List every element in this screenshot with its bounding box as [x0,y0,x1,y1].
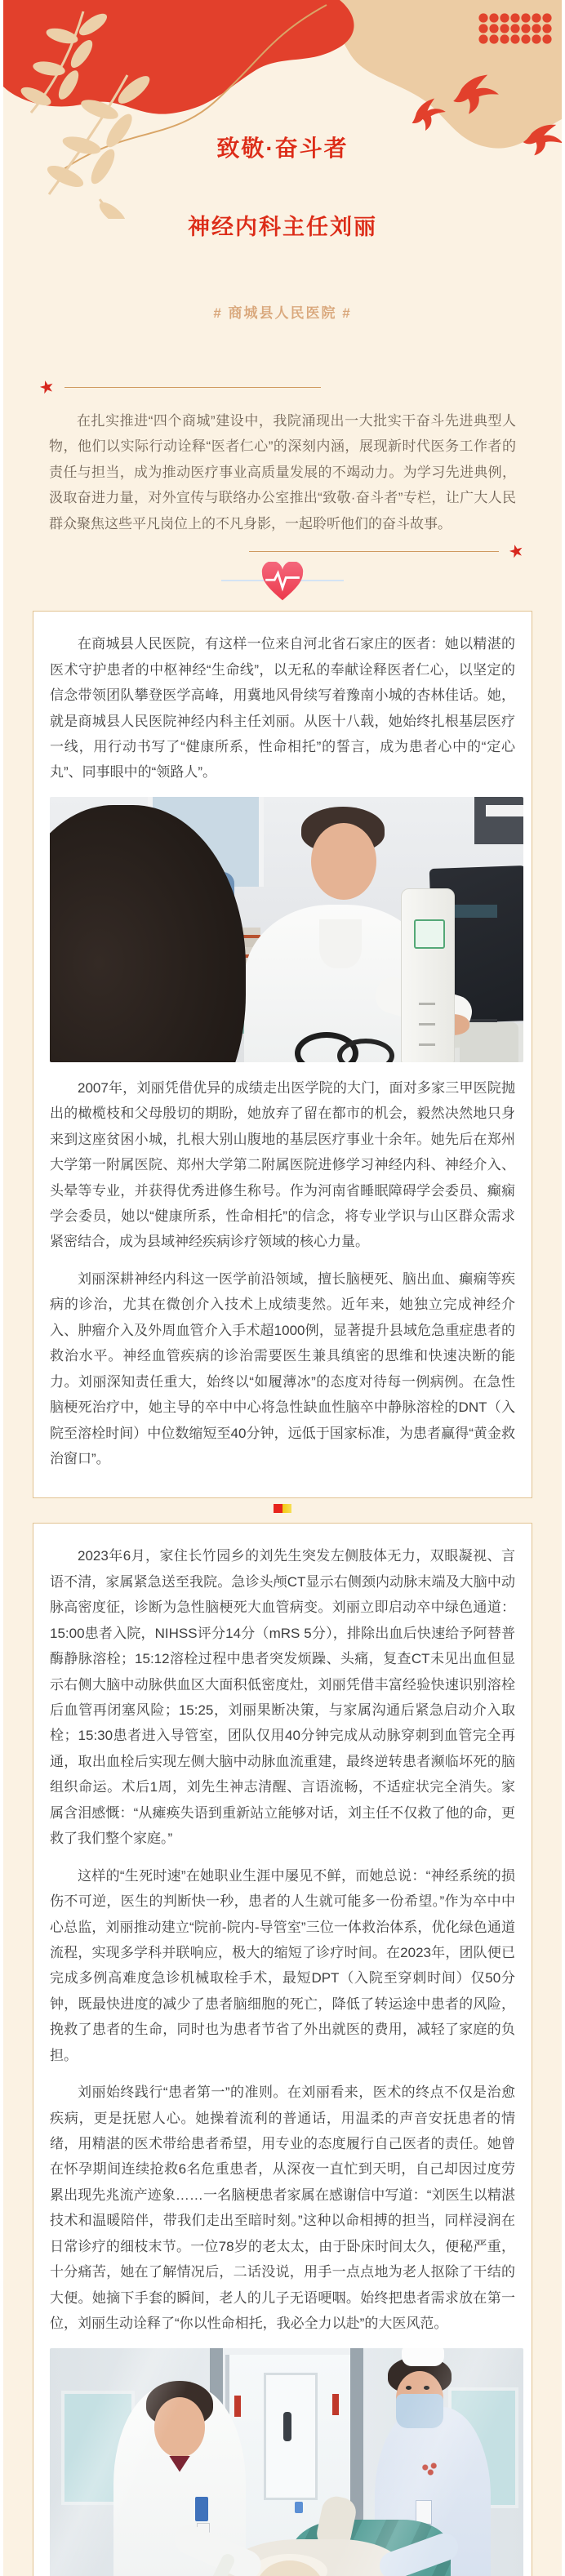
article-paragraph: 刘丽深耕神经内科这一医学前沿领域，擅长脑梗死、脑出血、癫痫等疾病的诊治，尤其在微创介入技术上成绩斐然。近年来，她独立完成神经介入、肿瘤介入及外周血管介入手术超1000例，显著提升县域危急重症患者的救治水平。神经血管疾病的诊治需要医生兼具缜密的思维和快速决断的能力。刘丽深知责任重大，始终以“如履薄冰”的态度对待每一例病例。在急性脑梗死治疗中，她主导的卒中中心将急性缺血性脑卒中静脉溶栓的DNT（入院至溶栓时间）中位数缩短至40分钟，远低于国家标准，为患者赢得“黄金救治窗口”。 [50,1270,515,1466]
photo-shape [419,985,435,1050]
intro-paragraph: 在扎实推进“四个商城”建设中，我院涌现出一大批实干奋斗先进典型人物，他们以实际行动诠释“医者仁心”的深刻内涵，展现新时代医务工作者的责任与担当，成为推动医疗事业高质量发展的不竭动力。为学习先进典例，汲取奋进力量，对外宣传与联络办公室推出“致敬·奋斗者”专栏，让广大人民群众聚焦这些平凡岗位上的不凡身影，一起聆听他们的奋斗故事。 [49,413,516,532]
article-paragraph: 2023年6月，家住长竹园乡的刘先生突发左侧肢体无力，双眼凝视、言语不清，家属紧急送至我院。急诊头颅CT显示右侧颈内动脉末端及大脑中动脉高密度征，诊断为急性脑梗死大血管病变。刘丽立即启动卒中绿色通道：15:00患者入院，NIHSS评分14分（mRS 5分），排除出血后快速给予阿替普酶静脉溶栓；15:12溶栓过程中患者突发烦躁、头痛，复查CT未见出血但显示右侧大脑中动脉供血区大面积低密度灶，刘丽凭借丰富经验快速识别溶栓后血管再闭塞风险；15:25，刘丽果断决策，与家属沟通后紧急启动介入取栓；15:30患者进入导管室，团队仅用40分钟完成从动脉穿刺到血管完全再通，取出血栓后实现左侧大脑中动脉血流重建，最终逆转患者濒临坏死的脑组织命运。术后1周，刘先生神志清醒、言语流畅，不适症状完全消失。家属含泪感慨：“从瘫痪失语到重新站立能够对话，刘主任不仅救了他的命，更救了我们整个家庭。” [50,1548,515,1847]
star-icon: ★ [37,376,57,399]
story-card-2 [33,1523,532,2576]
photo-shape [474,797,523,844]
photo-shape [486,805,523,816]
star-icon: ★ [506,541,527,563]
section-divider-squares [3,1504,562,1515]
article-paragraph: 这样的“生死时速”在她职业生涯中屡见不鲜，而她总说：“神经系统的损伤不可逆，医生的判断快一秒，患者的人生就可能多一份希望。”作为卒中中心总监，刘丽推动建立“院前-院内-导管室”三位一体救治体系，优化绿色通道流程，实现多学科并联响应，极大的缩短了诊疗时间。在2023年，团队便已完成多例高难度急诊机械取栓手术，最短DPT（入院至穿刺时间）仅50分钟，既最快进度的减少了患者脑细胞的死亡，降低了转运途中患者的风险，挽救了患者的生命，同时也为患者节省了外出就医的费用，减轻了家庭的负担。 [50,1867,515,2063]
divider-top [3,376,562,399]
page-background [3,0,562,2576]
photo-doctor-gurney[interactable] [50,2348,523,2576]
photo-shape [455,905,497,918]
article-paragraph: 刘丽始终践行“患者第一”的准则。在刘丽看来，医术的终点不仅是治愈疾病，更是抚慰人心。她操着流利的普通话，用温柔的声音安抚患者的情绪，用精湛的医术带给患者希望，用专业的态度履行自己医者的责任。她曾在怀孕期间连续抢救6名危重患者，从深夜一直忙到天明，自己却因过度劳累出现先兆流产迹象……一名脑梗患者家属在感谢信中写道：“刘医生以精湛技术和温暖陪伴，带我们走出至暗时刻。”这种以命相搏的担当，同样浸润在日常诊疗的细枝末节。一位78岁的老太太，由于卧床时间太久，便秘严重，十分痛苦，她在了解情况后，二话没说，用手一点点地为老人抠除了干结的大便。她摘下手套的瞬间，老人的儿子无语哽咽。始终把患者需求放在第一位，刘丽生动诠释了“你以性命相托，我必全力以赴”的大医风范。 [50,2084,515,2332]
photo-shape [323,852,364,874]
story-card-1 [33,611,532,1498]
article-paragraph: 2007年，刘丽凭借优异的成绩走出医学院的大门，面对多家三甲医院抛出的橄榄枝和父母殷切的期盼，她放弃了留在都市的机会，毅然决然地只身来到这座贫困小城，扎根大别山腹地的基层医疗事业十余年。她先后在郑州大学第一附属医院、郑州大学第二附属医院进修学习神经内科、神经介入、头晕等专业，并获得优秀进修生称号。作为河南省睡眠障碍学会委员、癫痫学会委员，她以“健康所系，性命相托”的信念，将专业学识与山区群众需求紧密结合，成为县域神经疾病诊疗领域的核心力量。 [50,1079,515,1250]
red-blob-decoration [3,0,354,114]
article-paragraph: 在商城县人民医院，有这样一位来自河北省石家庄的医者：她以精湛的医术守护患者的中枢神经“生命线”，以无私的奉献诠释医者仁心，以坚定的信念带领团队攀登医学高峰，用冀地风骨续写着豫南小城的杏林佳话。她，就是商城县人民医院神经内科主任刘丽。从医十八载，她始终扎根基层医疗一线，用行动书写了“健康所系，性命相托”的誓言，成为患者心中的“定心丸”、同事眼中的“领路人”。 [50,636,515,781]
divider-bottom [3,541,562,563]
photo-shape [319,919,362,968]
photo-shape [414,919,445,949]
photo-shape [50,2348,523,2576]
hospital-badge: # 商城县人民医院 # [213,305,352,321]
page-title: 致敬·奋斗者 [216,136,349,161]
yellow-square-icon [282,1504,291,1513]
divider-line [249,551,499,552]
dot-grid-decoration [478,13,551,43]
heartbeat-icon [259,562,306,603]
page-subtitle: 神经内科主任刘丽 [188,215,377,239]
divider-line [65,387,321,388]
heartbeat-divider [221,562,344,603]
red-square-icon [274,1504,282,1513]
photo-doctor-consultation[interactable] [50,797,523,1062]
